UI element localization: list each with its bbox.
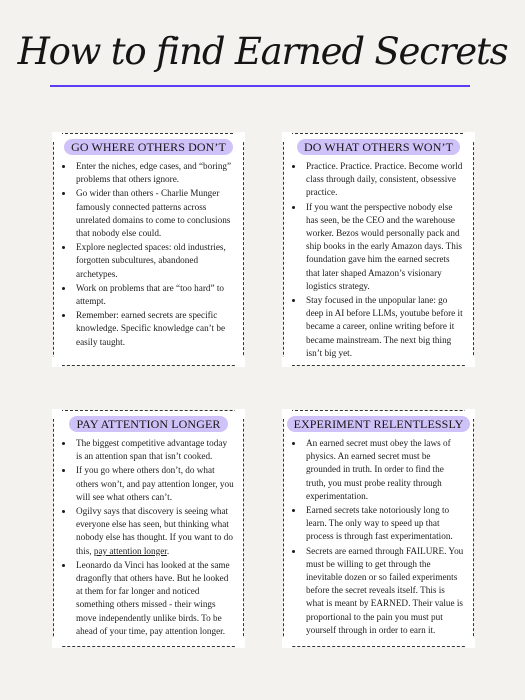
title-underline xyxy=(50,85,470,87)
card-pay-attention-longer xyxy=(53,410,244,647)
bullet-text-end: . xyxy=(166,545,170,556)
bullet-item: • The biggest competitive advantage today is an attention span that isn’t cooked. xyxy=(74,437,235,463)
card-heading: PAY ATTENTION LONGER xyxy=(54,417,243,432)
bullet-item xyxy=(74,505,235,558)
bullet-item: • Earned secrets take notoriously long to learn. The only way to speed up that process is through fast experimentation. xyxy=(304,504,465,544)
bullet-item: • Explore neglected spaces: old industries, forgotten subcultures, abandoned archetypes. xyxy=(74,241,235,281)
underlined-phrase: pay attention longer xyxy=(93,545,167,556)
bullet-item: • Secrets are earned through FAILURE. You must be willing to get through the inevitable dozen or so failed experiments before the secret reveals itself. This is what is meant by EARNED. Their value is proportional to the pain you must put yourself through in order to earn it. xyxy=(304,545,465,637)
corner-notch xyxy=(282,357,292,367)
card-heading: DO WHAT OTHERS WON’T xyxy=(284,140,473,155)
corner-notch xyxy=(465,357,475,367)
bullet-item: • Work on problems that are “too hard” to attempt. xyxy=(74,282,235,308)
bullet-item: • Enter the niches, edge cases, and “boring” problems that others ignore. xyxy=(74,160,235,186)
card-go-where-others-dont xyxy=(53,133,244,366)
bullet-text: Ogilvy says that discovery is seeing what everyone else has seen, but thinking what nobody else has thought. If you want to do this, xyxy=(76,506,233,556)
card-heading: GO WHERE OTHERS DON’T xyxy=(54,140,243,155)
card-experiment-relentlessly xyxy=(283,410,474,647)
bullet-list xyxy=(294,160,465,361)
bullet-item: • Go wider than others - Charlie Munger famously connected patterns across unrelated domains to come to conclusions that nobody else could. xyxy=(74,187,235,240)
bullet-item: • Remember: earned secrets are specific knowledge. Specific knowledge can’t be easily taught. xyxy=(74,309,235,349)
bullet-item: • An earned secret must obey the laws of physics. An earned secret must be grounded in truth. In order to find the truth, you must probe reality through experimentation. xyxy=(304,437,465,503)
corner-notch xyxy=(52,357,62,367)
bullet-item: • If you want the perspective nobody else has seen, be the CEO and the warehouse worker. Bezos would personally pack and ship books in the early Amazon days. This foundation gave him the earned secrets that later shaped Amazon’s visionary logistics strategy. xyxy=(304,201,465,293)
bullet-item: • Practice. Practice. Practice. Become world class through daily, consistent, obsessive practice. xyxy=(304,160,465,200)
bullet-list xyxy=(294,437,465,638)
bullet-list xyxy=(64,160,235,350)
bullet-item: • Leonardo da Vinci has looked at the same dragonfly that others have. But he looked at them for far longer and noticed something others missed - their wings move independently unlike birds. To be ahead of your time, pay attention longer. xyxy=(74,559,235,638)
corner-notch xyxy=(52,638,62,648)
bullet-item: • Stay focused in the unpopular lane: go deep in AI before LLMs, youtube before it became a career, online writing before it became mainstream. The next big thing isn’t big yet. xyxy=(304,294,465,360)
card-do-what-others-wont xyxy=(283,133,474,366)
corner-notch xyxy=(235,638,245,648)
corner-notch xyxy=(235,357,245,367)
bullet-item: • If you go where others don’t, do what others won’t, and pay attention longer, you will see what others can’t. xyxy=(74,464,235,504)
bullet-list xyxy=(64,437,235,639)
corner-notch xyxy=(465,638,475,648)
card-heading: EXPERIMENT RELENTLESSLY xyxy=(284,417,473,432)
corner-notch xyxy=(282,638,292,648)
page-title: How to find Earned Secrets xyxy=(17,30,508,73)
